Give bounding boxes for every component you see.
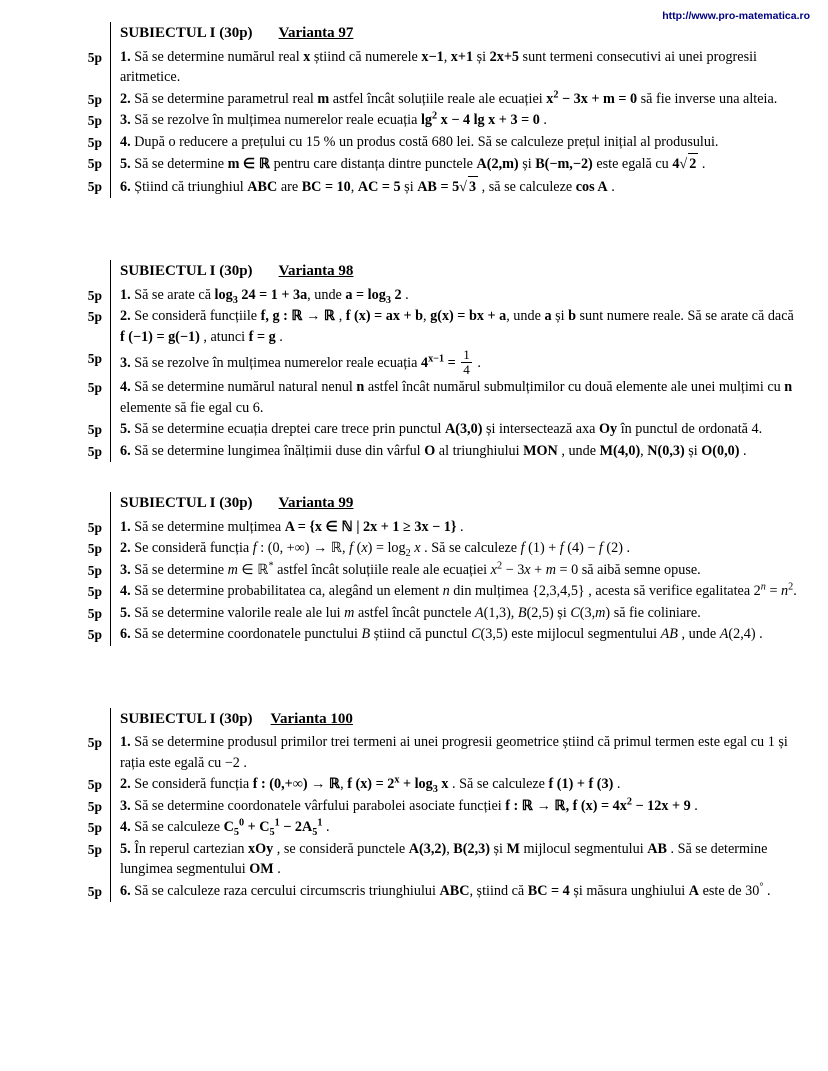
problem-text: 3. Să se rezolve în mulțimea numerelor reale ecuația $4^{x-1}$ = $\frac{1}{4}$ .	[120, 347, 481, 377]
problem-text: 2. Se consideră funcția f : (0, +∞) → ℝ, f $(x) = \log_2 x$ . Să se calculeze f (1) + f (4) − f (2) .	[120, 540, 631, 560]
vertical-rule	[110, 817, 111, 839]
section-title-line	[120, 492, 828, 517]
problem-row	[0, 538, 828, 560]
problem-points: 5p	[87, 91, 102, 107]
section-header	[0, 22, 828, 47]
problem-points: 5p	[87, 798, 102, 814]
problem-row	[0, 441, 828, 463]
problem-text: 1. Să se arate că $\log_3 24 = 1 + 3a$, unde $a = \log_3 2$ .	[120, 286, 409, 306]
problem-points: 5p	[87, 113, 102, 128]
problem-row	[0, 732, 828, 774]
problem-text: 2. Se consideră funcțiile f, g : ℝ → ℝ , f (x) = ax + b, g(x) = bx + a, unde a și b sunt numere reale. Să se arate că dacă f (−1) = g(−1) , atunci f = g .	[120, 308, 794, 345]
section-varianta-100	[0, 708, 828, 903]
problem-row	[0, 306, 828, 348]
problem-row	[0, 47, 828, 89]
points-spacer	[0, 708, 110, 733]
problem-text: 6. Să se determine lungimea înălțimii duse din vârful O al triunghiului MON , unde M(4,0), N(0,3) și O(0,0) .	[120, 442, 747, 459]
problem-text: 1. Să se determine numărul real x știind că numerele x−1, x+1 și 2x+5 sunt termeni consecutivi ai unei progresii aritmetice.	[120, 48, 757, 85]
problem-text: 5. Să se determine ecuația dreptei care trece prin punctul A(3,0) și intersectează axa Oy în punctul de ordonată 4.	[120, 421, 763, 438]
problem-points: 5p	[87, 883, 102, 899]
vertical-rule	[110, 132, 111, 154]
problem-text: 2. Să se determine parametrul real m astfel încât soluțiile reale ale ecuației $x^2 - 3x + m = 0$ să fie inverse una alteia.	[120, 88, 778, 107]
problem-text: 4. Să se determine probabilitatea ca, alegând un element n din mulțimea {2,3,4,5} , acesta să verifice egalitatea $2^n = n^2$.	[120, 581, 797, 600]
problem-row	[0, 881, 828, 903]
section-variant: Varianta 98	[278, 263, 354, 279]
problem-text: 3. Să se rezolve în mulțimea numerelor reale ecuația $\lg^2 x - 4$ lg x + 3 = 0 .	[120, 110, 547, 128]
problem-points: 5p	[87, 156, 102, 171]
vertical-rule	[110, 348, 111, 377]
section-header	[0, 708, 828, 733]
problem-row	[0, 285, 828, 307]
vertical-rule	[110, 839, 111, 881]
problem-points: 5p	[87, 820, 102, 836]
vertical-rule	[110, 377, 111, 419]
section-varianta-98	[0, 260, 828, 462]
problem-points: 5p	[87, 735, 102, 751]
problem-text: 4. Să se determine numărul natural nenul n astfel încât numărul submulțimilor cu două elemente ale unei mulțimi cu n elemente să fie egal cu 6.	[120, 379, 793, 416]
vertical-rule	[110, 419, 111, 441]
problem-row	[0, 153, 828, 176]
vertical-rule	[110, 517, 111, 539]
vertical-rule	[110, 285, 111, 307]
problem-points: 5p	[87, 380, 102, 396]
section-variant: Varianta 100	[270, 710, 353, 727]
problem-points: 5p	[87, 287, 102, 303]
problem-points: 5p	[87, 584, 102, 600]
problem-row	[0, 132, 828, 154]
problem-text: 4. Să se calculeze $C_5^0 + C_5^1 - 2A_5^1$ .	[120, 817, 330, 839]
section-title-line	[120, 260, 828, 285]
problem-row	[0, 581, 828, 603]
vertical-rule	[110, 881, 111, 903]
section-variant: Varianta 99	[278, 495, 354, 512]
section-varianta-99	[0, 492, 828, 646]
vertical-rule	[110, 306, 111, 348]
problem-row	[0, 560, 828, 582]
vertical-rule	[110, 796, 111, 818]
problem-text: 1. Să se determine produsul primilor trei termeni ai unei progresii geometrice știind că primul termen este egal cu 1 și rația este egală cu −2 .	[120, 734, 788, 771]
section-title: SUBIECTUL I (30p)	[120, 710, 253, 727]
problem-row	[0, 377, 828, 419]
vertical-rule	[110, 560, 111, 582]
vertical-rule	[110, 581, 111, 603]
problem-row	[0, 176, 828, 199]
problem-points: 5p	[87, 562, 102, 578]
problem-points: 5p	[87, 541, 102, 557]
section-header	[0, 260, 828, 285]
source-url: http://www.pro-matematica.ro	[662, 10, 810, 22]
problem-points: 5p	[87, 49, 102, 65]
problem-row	[0, 419, 828, 441]
problem-text: 5. Să se determine valorile reale ale lui m astfel încât punctele A(1,3), B(2,5) și C(3,m) să fie coliniare.	[120, 604, 701, 621]
problem-text: 6. Să se calculeze raza cercului circumscris triunghiului ABC, știind că BC = 4 și măsura unghiului A este de 30° .	[120, 881, 771, 899]
section-title: SUBIECTUL I (30p)	[120, 495, 253, 512]
problem-points: 5p	[87, 134, 102, 150]
points-spacer	[0, 260, 110, 285]
vertical-rule	[110, 492, 111, 517]
vertical-rule	[110, 441, 111, 463]
problem-text: 1. Să se determine mulțimea A = {x ∈ ℕ | 2x + 1 ≥ 3x − 1} .	[120, 518, 464, 535]
section-header	[0, 492, 828, 517]
section-title: SUBIECTUL I (30p)	[120, 263, 253, 279]
problem-text: 2. Se consideră funcția f : (0,+∞) → ℝ, f $(x) = 2^x + \log_3 x$ . Să se calculeze f (1) + f (3) .	[120, 774, 621, 796]
problem-points: 5p	[87, 309, 102, 324]
vertical-rule	[110, 260, 111, 285]
problem-points: 5p	[87, 841, 102, 857]
vertical-rule	[110, 176, 111, 199]
problem-points: 5p	[87, 178, 102, 194]
problem-text: 5. Să se determine m ∈ ℝ pentru care distanța dintre punctele A(2,m) și B(−m,−2) este egală cu 4√ 2 .	[120, 153, 828, 176]
problem-text: 5. În reperul cartezian xOy , se consideră punctele A(3,2), B(2,3) și M mijlocul segmentului AB . Să se determine lungimea segmentului OM .	[120, 840, 768, 878]
points-spacer	[0, 492, 110, 517]
problem-points: 5p	[87, 519, 102, 535]
vertical-rule	[110, 774, 111, 796]
problem-row	[0, 348, 828, 377]
problem-points: 5p	[87, 777, 102, 793]
problem-row	[0, 89, 828, 111]
vertical-rule	[110, 603, 111, 625]
problem-row	[0, 603, 828, 625]
vertical-rule	[110, 538, 111, 560]
problem-points: 5p	[87, 443, 102, 459]
vertical-rule	[110, 89, 111, 111]
section-title-line	[120, 22, 828, 47]
problem-row	[0, 110, 828, 132]
problem-row	[0, 839, 828, 881]
section-variant: Varianta 97	[278, 25, 354, 41]
problem-row	[0, 796, 828, 818]
vertical-rule	[110, 153, 111, 176]
problem-points: 5p	[87, 627, 102, 643]
section-title-line	[120, 708, 828, 733]
problem-row	[0, 774, 828, 796]
vertical-rule	[110, 47, 111, 89]
problem-text: 6. Știind că triunghiul ABC are BC = 10, AC = 5 și AB = 5√ 3 , să se calculeze cos A .	[120, 176, 828, 199]
problem-row	[0, 817, 828, 839]
section-varianta-97	[0, 22, 828, 198]
problem-row	[0, 624, 828, 646]
section-title: SUBIECTUL I (30p)	[120, 25, 253, 41]
points-spacer	[0, 22, 110, 47]
problem-text: 3. Să se determine m ∈ ℝ* astfel încât soluțiile reale ale ecuației $x^2 - 3x + m = 0$ să aibă semne opuse.	[120, 560, 701, 578]
problem-points: 5p	[87, 351, 102, 366]
vertical-rule	[110, 624, 111, 646]
problem-points: 5p	[87, 605, 102, 621]
vertical-rule	[110, 110, 111, 132]
problem-text: 4. După o reducere a prețului cu 15 % un produs costă 680 lei. Să se calculeze prețul inițial al produsului.	[120, 133, 719, 150]
vertical-rule	[110, 708, 111, 733]
problem-text: 6. Să se determine coordonatele punctului B știind că punctul C(3,5) este mijlocul segmentului AB , unde A(2,4) .	[120, 626, 763, 643]
vertical-rule	[110, 732, 111, 774]
problem-points: 5p	[87, 422, 102, 438]
problem-text: 3. Să se determine coordonatele vârfului parabolei asociate funcției f : ℝ → ℝ, f $(x) = 4x^2 - 12x + 9$ .	[120, 796, 698, 814]
vertical-rule	[110, 22, 111, 47]
problem-row	[0, 517, 828, 539]
